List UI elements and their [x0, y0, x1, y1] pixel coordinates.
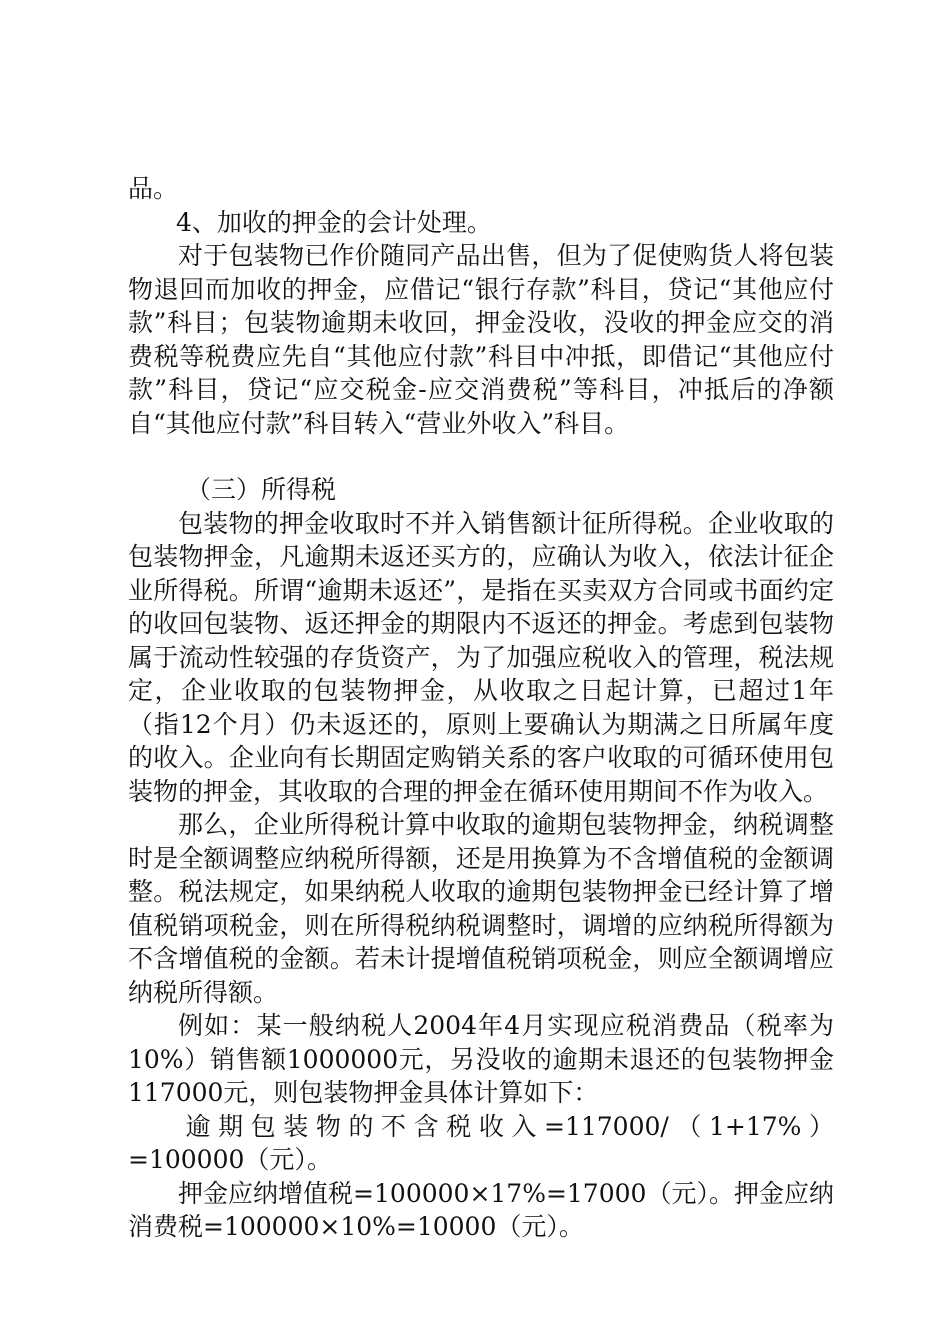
section-heading-income-tax: （三）所得税	[186, 475, 337, 504]
paragraph-tax-adjustment: 那么，企业所得税计算中收取的逾期包装物押金，纳税调整时是全额调整应纳税所得额，还是用换算为不含增值税的金额调整。税法规定，如果纳税人收取的逾期包装物押金已经计算了增值税销项税金，则在所得税纳税调整时，调增的应纳税所得额为不含增值税的金额。若未计提增值税销项税金，则应全额调增应纳税所得额。	[128, 810, 834, 1007]
paragraph-continuation: 品。	[128, 174, 179, 203]
subsection-heading: 4、加收的押金的会计处理。	[176, 207, 492, 237]
calculation-revenue: 逾期包装物的不含税收入=117000/（1+17%）=100000（元）。	[128, 1111, 834, 1174]
document-body	[128, 172, 834, 1244]
paragraph-income-tax-rule: 包装物的押金收取时不并入销售额计征所得税。企业收取的包装物押金，凡逾期未返还买方的，应确认为收入，依法计征企业所得税。所谓“逾期未返还”，是指在买卖双方合同或书面约定的收回包装物、返还押金的期限内不返还的押金。考虑到包装物属于流动性较强的存货资产，为了加强应税收入的管理，税法规定，企业收取的包装物押金，从收取之日起计算，已超过1年（指12个月）仍未返还的，原则上要确认为期满之日所属年度的收入。企业向有长期固定购销关系的客户收取的可循环使用包装物的押金，其收取的合理的押金在循环使用期间不作为收入。	[128, 508, 834, 806]
paragraph-example: 例如：某一般纳税人2004年4月实现应税消费品（税率为10%）销售额1000000元，另没收的逾期未退还的包装物押金117000元，则包装物押金具体计算如下：	[128, 1011, 834, 1107]
paragraph-deposit-accounting: 对于包装物已作价随同产品出售，但为了促使购货人将包装物退回而加收的押金，应借记“银行存款”科目，贷记“其他应付款”科目；包装物逾期未收回，押金没收，没收的押金应交的消费税等税费应先自“其他应付款”科目中冲抵，即借记“其他应付款”科目，贷记“应交税金-应交消费税”等科目，冲抵后的净额自“其他应付款”科目转入“营业外收入”科目。	[128, 241, 834, 438]
calculation-taxes: 押金应纳增值税=100000×17%=17000（元）。押金应纳消费税=100000×10%=10000（元）。	[128, 1178, 834, 1241]
